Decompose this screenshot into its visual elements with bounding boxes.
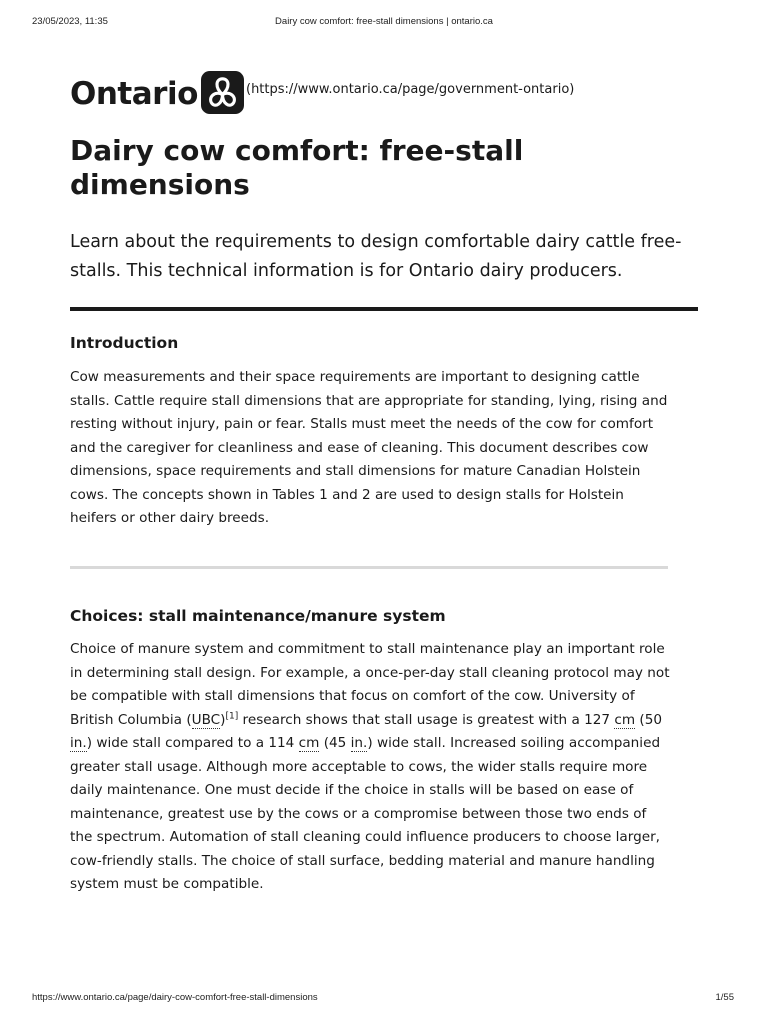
choices-paragraph — [70, 638, 670, 897]
page-title: Dairy cow comfort: free-stall dimensions — [70, 134, 524, 201]
cm-abbr[interactable]: cm — [614, 711, 636, 728]
print-page-number: 1/55 — [715, 992, 734, 1003]
cm-abbr[interactable]: cm — [298, 735, 320, 751]
light-divider — [70, 566, 668, 569]
choices-text: Choice of manure system and commitment to stall maintenance play an important role in determining stall design. For example, a once-per-day stall cleaning protocol may not be compatible with stall dimensions that focus on comfort of the cow. University of British Columbia ( — [70, 641, 670, 728]
choices-text: ) — [220, 711, 226, 728]
footnote-1-link[interactable]: [1] — [225, 710, 239, 721]
in-abbr[interactable]: in. — [350, 735, 368, 751]
introduction-paragraph: Cow measurements and their space requirements are important to designing cattle stalls. Cattle require stall dimensions that are appropriate for standing, lying, rising and resting without injury, pain or fear. Stalls must meet the needs of the cow for comfort and the caregiver for cleanliness and ease of cleaning. This document describes cow dimensions, space requirements and stall dimensions for mature Canadian Holstein cows. The concepts shown in Tables 1 and 2 are used to design stalls for Holstein heifers or other dairy breeds. — [70, 369, 668, 526]
introduction-heading: Introduction — [70, 334, 179, 352]
brand-bar — [70, 70, 698, 122]
print-footer — [32, 992, 734, 1006]
heavy-divider — [70, 307, 698, 311]
print-doc-title: Dairy cow comfort: free-stall dimensions | ontario.ca — [275, 16, 493, 27]
ubc-abbr[interactable]: UBC — [191, 711, 221, 728]
print-datetime: 23/05/2023, 11:35 — [32, 16, 108, 27]
print-header — [32, 16, 736, 30]
choices-heading: Choices: stall maintenance/manure system — [70, 607, 446, 625]
choices-text: ) wide stall compared to a 114 — [86, 735, 299, 751]
page-lede: Learn about the requirements to design comfortable dairy cattle free-stalls. This technical information is for Ontario dairy producers. — [70, 232, 682, 281]
print-url: https://www.ontario.ca/page/dairy-cow-comfort-free-stall-dimensions — [32, 992, 318, 1003]
main-content — [70, 70, 698, 892]
in-abbr[interactable]: in. — [70, 735, 87, 751]
choices-text: (50 — [635, 711, 663, 728]
choices-text: research shows that stall usage is greatest with a 127 — [238, 711, 615, 728]
ontario-wordmark[interactable]: Ontario — [70, 76, 198, 112]
government-ontario-link[interactable]: (https://www.ontario.ca/page/government-ontario) — [246, 82, 575, 97]
trillium-icon[interactable] — [201, 71, 244, 114]
choices-text: (45 — [319, 735, 351, 751]
choices-text: ) wide stall. Increased soiling accompanied greater stall usage. Although more acceptable to cows, the wider stalls require more daily maintenance. One must decide if the choice in stalls will be based on ease of maintenance, greatest use by the cows or a compromise between those two ends of the spectrum. Automation of stall cleaning could influence producers to choose larger, cow-friendly stalls. The choice of stall surface, bedding material and manure handling system must be compatible. — [70, 735, 661, 892]
